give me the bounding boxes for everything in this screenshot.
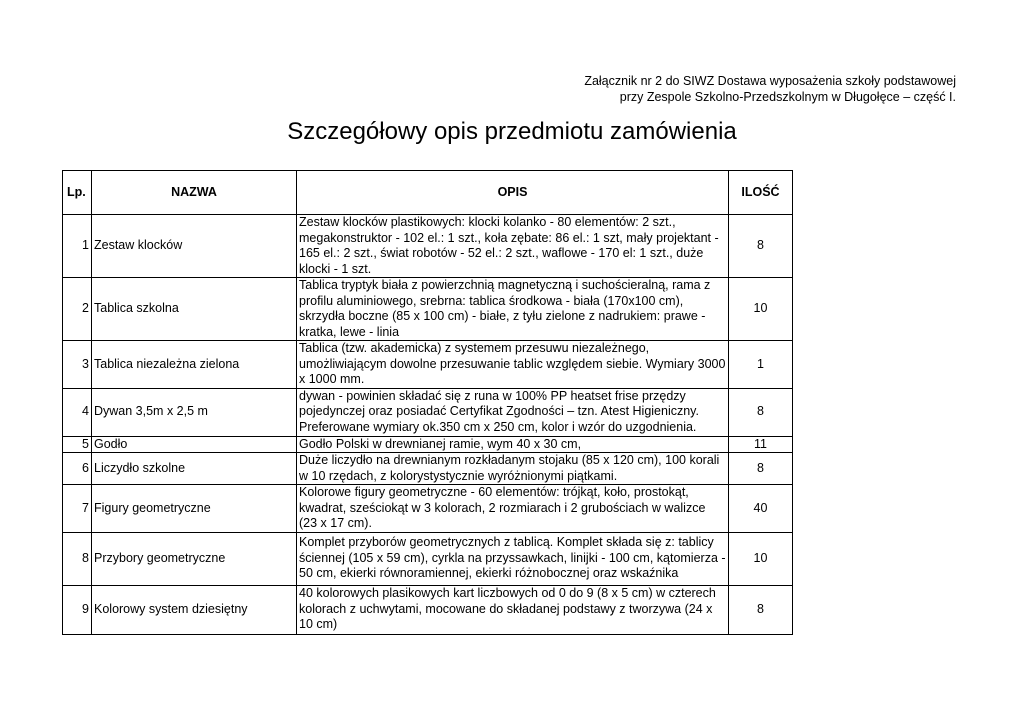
item-name: Figury geometryczne [92, 485, 297, 533]
attachment-note-line1: Załącznik nr 2 do SIWZ Dostawa wyposażenia szkoły podstawowej [584, 74, 956, 88]
table-row [63, 341, 793, 389]
row-number: 2 [63, 278, 92, 341]
item-name: Tablica szkolna [92, 278, 297, 341]
item-description: Kolorowe figury geometryczne - 60 elementów: trójkąt, koło, prostokąt, kwadrat, sześciokąt w 3 kolorach, 2 rozmiarach i 2 grubościach w walizce (23 x 17 cm). [297, 485, 729, 533]
row-number: 6 [63, 453, 92, 485]
item-description: dywan - powinien składać się z runa w 100% PP heatset frise przędzy pojedynczej oraz posiadać Certyfikat Zgodności – tzn. Atest Higieniczny. Preferowane wymiary ok.350 cm x 250 cm, kolor i wzór do uzgodnienia. [297, 388, 729, 436]
item-quantity: 10 [729, 532, 793, 585]
table-row [63, 278, 793, 341]
table-row [63, 485, 793, 533]
item-name: Dywan 3,5m x 2,5 m [92, 388, 297, 436]
item-description: Godło Polski w drewnianej ramie, wym 40 x 30 cm, [297, 436, 729, 453]
item-description: Komplet przyborów geometrycznych z tablicą. Komplet składa się z: tablicy ściennej (105 x 59 cm), cyrkla na przyssawkach, linijki - 100 cm, kątomierza - 50 cm, ekierki równoramiennej, ekierki różnobocznej oraz wskaźnika [297, 532, 729, 585]
row-number: 5 [63, 436, 92, 453]
row-number: 1 [63, 215, 92, 278]
item-name: Godło [92, 436, 297, 453]
item-description: Zestaw klocków plastikowych: klocki kolanko - 80 elementów: 2 szt., megakonstruktor - 102 el.: 1 szt., koła zębate: 86 el.: 1 szt, mały projektant - 165 el.: 2 szt., świat robotów - 52 el.: 2 szt., waflowe - 170 el: 1 szt., duże klocki - 1 szt. [297, 215, 729, 278]
specification-table [62, 170, 793, 635]
table-row [63, 215, 793, 278]
row-number: 7 [63, 485, 92, 533]
table-header-row [63, 171, 793, 215]
item-description: Tablica tryptyk biała z powierzchnią magnetyczną i suchościeralną, rama z profilu aluminiowego, srebrna: tablica środkowa - biała (170x100 cm), skrzydła boczne (85 x 100 cm) - białe, z tyłu zielone z nadrukiem: prawe - kratka, lewe - linia [297, 278, 729, 341]
table-row [63, 436, 793, 453]
row-number: 8 [63, 532, 92, 585]
item-quantity: 8 [729, 388, 793, 436]
column-header-name: NAZWA [92, 171, 297, 215]
item-name: Liczydło szkolne [92, 453, 297, 485]
table-row [63, 532, 793, 585]
table-row [63, 585, 793, 634]
page-title: Szczegółowy opis przedmiotu zamówienia [287, 118, 737, 145]
item-quantity: 10 [729, 278, 793, 341]
attachment-note [584, 73, 956, 105]
row-number: 9 [63, 585, 92, 634]
item-name: Tablica niezależna zielona [92, 341, 297, 389]
row-number: 3 [63, 341, 92, 389]
item-description: Tablica (tzw. akademicka) z systemem przesuwu niezależnego, umożliwiającym dowolne przesuwanie tablic względem siebie. Wymiary 3000 x 1000 mm. [297, 341, 729, 389]
item-name: Kolorowy system dziesiętny [92, 585, 297, 634]
column-header-qty: ILOŚĆ [729, 171, 793, 215]
item-name: Zestaw klocków [92, 215, 297, 278]
item-description: Duże liczydło na drewnianym rozkładanym stojaku (85 x 120 cm), 100 korali w 10 rzędach, z kolorystystycznie wyróżnionymi piątkami. [297, 453, 729, 485]
column-header-desc: OPIS [297, 171, 729, 215]
table-row [63, 453, 793, 485]
item-quantity: 8 [729, 453, 793, 485]
item-name: Przybory geometryczne [92, 532, 297, 585]
item-quantity: 1 [729, 341, 793, 389]
column-header-lp: Lp. [63, 171, 92, 215]
attachment-note-line2: przy Zespole Szkolno-Przedszkolnym w Długołęce – część I. [619, 90, 956, 104]
item-quantity: 11 [729, 436, 793, 453]
item-quantity: 8 [729, 585, 793, 634]
item-description: 40 kolorowych plasikowych kart liczbowych od 0 do 9 (8 x 5 cm) w czterech kolorach z uchwytami, mocowane do składanej podstawy z tworzywa (24 x 10 cm) [297, 585, 729, 634]
row-number: 4 [63, 388, 92, 436]
item-quantity: 8 [729, 215, 793, 278]
table-row [63, 388, 793, 436]
item-quantity: 40 [729, 485, 793, 533]
